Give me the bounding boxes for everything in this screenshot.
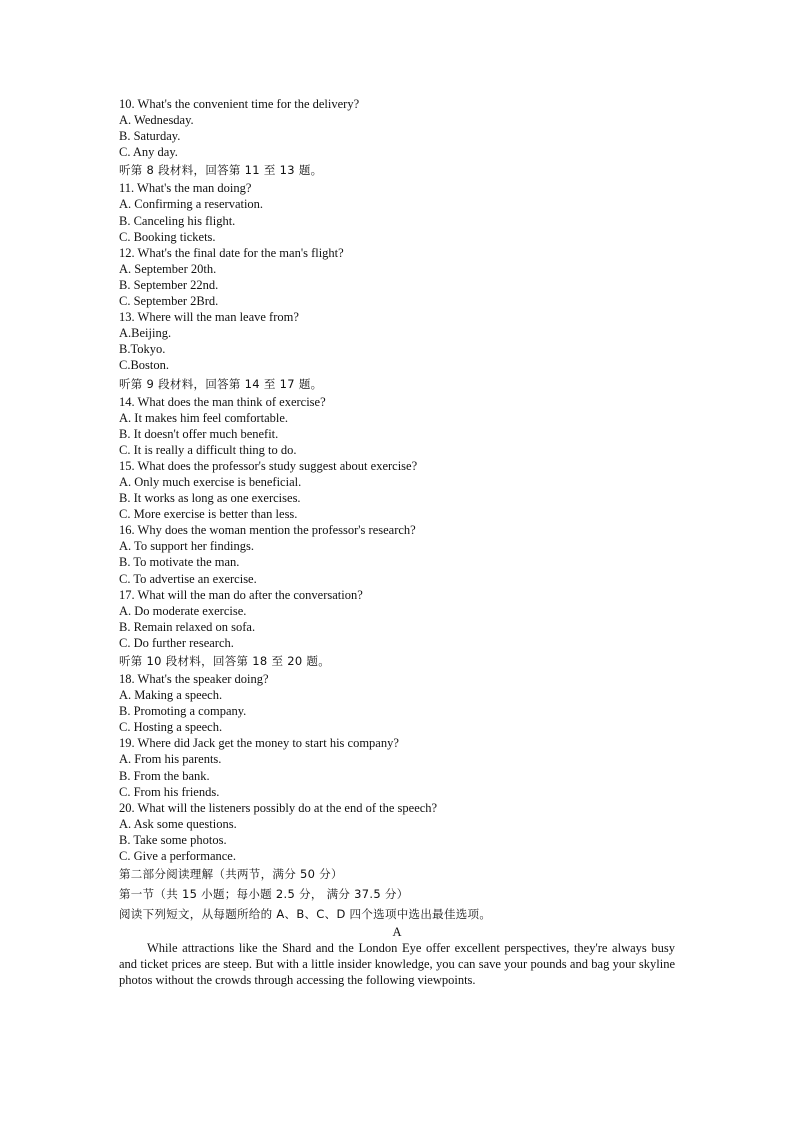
answer-option: A. Making a speech. [119, 688, 223, 703]
question-text: 13. Where will the man leave from? [119, 310, 299, 325]
answer-option: A. It makes him feel comfortable. [119, 410, 289, 425]
answer-option: A. To support her findings. [119, 539, 254, 554]
answer-option: A.Beijing. [119, 326, 172, 341]
answer-option: B. Remain relaxed on sofa. [119, 619, 256, 634]
answer-option: C. Any day. [119, 145, 178, 160]
answer-option: C. September 2Brd. [119, 294, 219, 309]
question-text: 18. What's the speaker doing? [119, 672, 269, 686]
answer-option: C. From his friends. [119, 784, 220, 799]
answer-option: A. From his parents. [119, 752, 222, 767]
answer-option: C. Give a performance. [119, 849, 236, 864]
answer-option: A. Wednesday. [119, 113, 194, 128]
answer-option: A. Confirming a reservation. [119, 197, 264, 212]
answer-option: B. Take some photos. [119, 832, 227, 847]
question-text: 20. What will the listeners possibly do at the end of the speech? [119, 800, 438, 815]
passage-title: A [392, 925, 402, 940]
question-text: 14. What does the man think of exercise? [119, 394, 326, 409]
section-heading: 听第 8 段材料，回答第 11 至 13 题。 [119, 163, 323, 178]
section-heading: 第二部分阅读理解（共两节，满分 50 分） [119, 867, 343, 882]
answer-option: C. It is really a difficult thing to do. [119, 442, 297, 457]
answer-option: B. It works as long as one exercises. [119, 491, 301, 506]
answer-option: C. More exercise is better than less. [119, 507, 298, 522]
answer-option: A. Only much exercise is beneficial. [119, 474, 302, 489]
answer-option: B. Promoting a company. [119, 704, 247, 719]
section-heading: 听第 9 段材料，回答第 14 至 17 题。 [119, 376, 323, 391]
answer-option: B.Tokyo. [119, 342, 166, 357]
question-text: 15. What does the professor's study suggest about exercise? [119, 458, 418, 473]
answer-option: C. Do further research. [119, 635, 234, 650]
answer-option: A. Ask some questions. [119, 816, 237, 831]
answer-option: B. From the bank. [119, 768, 210, 783]
answer-option: C. Booking tickets. [119, 229, 216, 244]
question-text: 12. What's the final date for the man's flight? [119, 245, 344, 260]
question-text: 16. Why does the woman mention the professor's research? [119, 523, 416, 538]
passage-paragraph: While attractions like the Shard and the London Eye offer excellent perspectives, they're always busy and ticket prices are steep. But with a little insider knowledge, you can save your pounds and bag your skyline photos without the crowds through accessing the following viewpoints. [119, 941, 675, 988]
question-text: 10. What's the convenient time for the delivery? [119, 97, 360, 111]
answer-option: B. Saturday. [119, 129, 181, 144]
answer-option: B. September 22nd. [119, 277, 219, 292]
question-text: 19. Where did Jack get the money to start his company? [119, 736, 399, 751]
answer-option: A. Do moderate exercise. [119, 603, 247, 618]
answer-option: B. To motivate the man. [119, 555, 240, 570]
answer-option: A. September 20th. [119, 261, 217, 276]
answer-option: C. To advertise an exercise. [119, 571, 257, 586]
section-heading: 阅读下列短文，从每题所给的 A、B、C、D 四个选项中选出最佳选项。 [119, 907, 492, 922]
answer-option: C.Boston. [119, 358, 170, 373]
exam-content [119, 96, 675, 989]
answer-option: B. Canceling his flight. [119, 213, 236, 228]
question-text: 17. What will the man do after the conversation? [119, 587, 363, 602]
section-heading: 第一节（共 15 小题；每小题 2.5 分， 满分 37.5 分） [119, 887, 409, 902]
question-text: 11. What's the man doing? [119, 181, 252, 196]
answer-option: C. Hosting a speech. [119, 720, 223, 735]
answer-option: B. It doesn't offer much benefit. [119, 426, 279, 441]
section-heading: 听第 10 段材料，回答第 18 至 20 题。 [119, 654, 331, 668]
